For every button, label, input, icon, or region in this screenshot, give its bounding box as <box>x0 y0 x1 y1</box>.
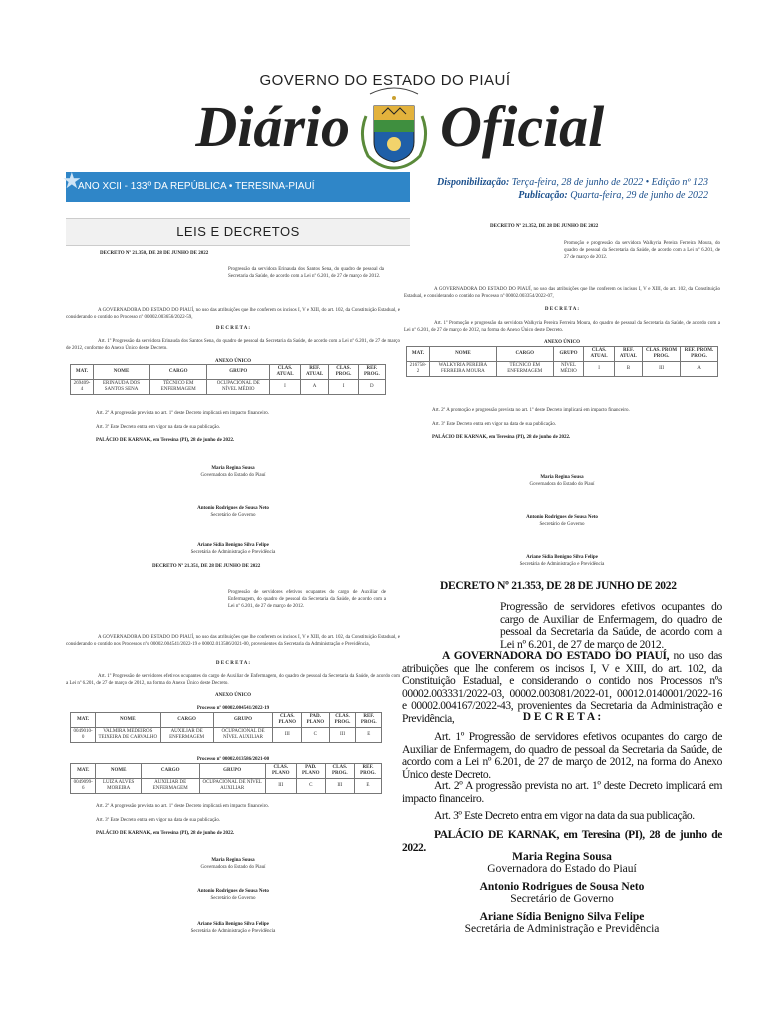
signatory-name: Antonio Rodrigues de Sousa Neto <box>197 506 269 511</box>
cell-cargo: TÉCNICO EM ENFERMAGEM <box>496 362 553 377</box>
th-nome: NOME <box>96 713 160 728</box>
cell-ref-atual: A <box>300 380 329 395</box>
signatory-role: Secretária de Administração e Previdência <box>190 550 276 555</box>
decree-21351-preamble: A GOVERNADORA DO ESTADO DO PIAUÍ, no uso das atribuições que lhe conferem os incisos I, V e XIII, do art. 102, da Constituição Estadual, e considerando o contido nos Processos nºs 00002.004541/2022-19 e 00002.013586/2021-00, provenientes da Secretaria da Administração e Previdência, <box>66 635 400 647</box>
signatory-role: Secretário de Governo <box>539 522 585 527</box>
table-row <box>71 779 382 794</box>
decree-21353-preamble-bold: A GOVERNADORA DO ESTADO DO PIAUÍ, <box>442 650 670 662</box>
cell-mat: 216758-2 <box>407 362 430 377</box>
cell-grupo: OCUPACIONAL DE NÍVEL MÉDIO <box>207 380 270 395</box>
availability-label: Disponibilização: <box>437 177 510 188</box>
cell-clas-atual: I <box>270 380 301 395</box>
cell-clas-prog: III <box>325 779 354 794</box>
decree-21350-art3: Art. 3º Este Decreto entra em vigor na data de sua publicação. <box>96 425 221 430</box>
section-title: LEIS E DECRETOS <box>66 218 410 246</box>
th-mat: MAT. <box>407 347 430 362</box>
th-clas-prom-prog: CLAS. PROM PROG. <box>643 347 681 362</box>
signatory-role: Governadora do Estado do Piauí <box>487 863 637 875</box>
cell-ref-atual: B <box>614 362 642 377</box>
decree-21352-art2: Art. 2º A promoção e progressão prevista no art. 1º deste Decreto implicará em impacto financeiro. <box>432 408 630 413</box>
decree-21350-art2: Art. 2º A progressão prevista no art. 1º deste Decreto implicará em impacto financeiro. <box>96 411 270 416</box>
decree-21350-heading: DECRETO Nº 21.350, DE 28 DE JUNHO DE 2022 <box>100 251 209 256</box>
decree-21353-summary: Progressão de servidores efetivos ocupantes do cargo de Auxiliar de Enfermagem, do quadro de pessoal da Secretaria da Saúde, de acordo com a Lei nº 6.201, de 27 de março de 2012. <box>500 601 722 651</box>
cell-cargo: AUXILIAR DE ENFERMAGEM <box>141 779 199 794</box>
decree-21353-decreta: D E C R E T A : <box>522 711 602 723</box>
th-clas-plano: CLAS. PLANO <box>273 713 302 728</box>
decree-21352-closing: PALÁCIO DE KARNAK, em Teresina (PI), 28 de junho de 2022. <box>432 435 571 440</box>
th-clas-atual: CLAS. ATUAL <box>584 347 614 362</box>
decree-21351-art3: Art. 3º Este Decreto entra em vigor na data de sua publicação. <box>96 818 221 823</box>
th-clas-prog: CLAS. PROG. <box>329 365 358 380</box>
decree-21353-preamble: no uso das atribuições que lhe conferem os incisos I, V e XIII, do art. 102, da Constituição Estadual, e considerando o contido nos Processos nºs 00002.003331/2022-03, 00002.003081/2022-01, 00012.0140001/2022-16 e 00002.004167/2022-43, provenientes da Secretaria da Administração e Previdência, <box>402 650 723 725</box>
decree-21352-preamble: A GOVERNADORA DO ESTADO DO PIAUÍ, no uso das atribuições que lhe conferem os incisos I, V e XIII, do art. 102, da Constituição Estadual, e considerando o contido no Processo nº 00002.003354/2022-07, <box>404 287 720 299</box>
cell-cargo: AUXILIAR DE ENFERMAGEM <box>160 728 213 743</box>
decree-21352-table <box>406 346 718 377</box>
publication-label: Publicação: <box>518 190 568 201</box>
cell-ref-prom-prog: A <box>681 362 718 377</box>
government-title: GOVERNO DO ESTADO DO PIAUÍ <box>259 72 511 89</box>
decree-21350-decreta: D E C R E T A : <box>215 326 251 331</box>
signatory-name: Antonio Rodrigues de Sousa Neto <box>479 881 645 893</box>
cell-cargo: TÉCNICO EM ENFERMAGEM <box>150 380 207 395</box>
th-grupo: GRUPO <box>213 713 273 728</box>
publication-value: Quarta-feira, 29 de junho de 2022 <box>570 190 708 201</box>
cell-ref-prog: E <box>354 779 381 794</box>
masthead-title-right: Oficial <box>440 94 605 159</box>
decree-21351-table-1 <box>70 712 382 743</box>
th-pad-plano: PAD. PLANO <box>296 764 325 779</box>
signatory-role: Governadora do Estado do Piauí <box>529 482 595 487</box>
th-clas-atual: CLAS. ATUAL <box>270 365 301 380</box>
year-bar-text: ANO XCII - 133º DA REPÚBLICA • TERESINA-PIAUÍ <box>78 181 315 192</box>
signatory-name: Maria Regina Sousa <box>211 466 255 471</box>
cell-pad-plano: C <box>296 779 325 794</box>
decree-21351-summary: Progressão de servidores efetivos ocupantes do cargo de Auxiliar de Enfermagem, do quadro de pessoal da Secretaria da Saúde, de acordo com a Lei nº 6.201, de 27 de março de 2012. <box>228 590 386 609</box>
th-cargo: CARGO <box>141 764 199 779</box>
th-cargo: CARGO <box>150 365 207 380</box>
decree-21351-table-2 <box>70 763 382 794</box>
signatory-name: Antonio Rodrigues de Sousa Neto <box>526 515 598 520</box>
th-ref-atual: REF. ATUAL <box>300 365 329 380</box>
decree-21350-closing: PALÁCIO DE KARNAK, em Teresina (PI), 28 de junho de 2022. <box>96 438 235 443</box>
th-ref-prog: REF. PROG. <box>354 764 381 779</box>
cell-mat: 269409-4 <box>71 380 94 395</box>
decree-21350-table <box>70 364 386 395</box>
th-clas-plano: CLAS. PLANO <box>265 764 296 779</box>
table-row <box>71 380 386 395</box>
cell-grupo: NÍVEL MÉDIO <box>553 362 584 377</box>
signatory-name: Ariane Sídia Benigno Silva Felipe <box>197 922 269 927</box>
signatory-role: Secretária de Administração e Previdência <box>190 929 276 934</box>
decree-21352-art3: Art. 3º Este Decreto entra em vigor na data de sua publicação. <box>432 422 557 427</box>
th-nome: NOME <box>96 764 141 779</box>
decree-21351-process1: Processo nº 00002.004541/2022-19 <box>196 706 270 711</box>
decree-21353-closing: PALÁCIO DE KARNAK, em Teresina (PI), 28 de junho de 2022. <box>402 829 722 854</box>
decree-21353-heading: DECRETO Nº 21.353, DE 28 DE JUNHO DE 2022 <box>440 580 677 592</box>
th-grupo: GRUPO <box>553 347 584 362</box>
signatory-role: Secretário de Governo <box>210 513 256 518</box>
cell-clas-atual: I <box>584 362 614 377</box>
cell-nome: ERINAUDA DOS SANTOS SENA <box>94 380 150 395</box>
decree-21352-annex-title: ANEXO ÚNICO <box>544 340 580 345</box>
table-row <box>71 728 382 743</box>
cell-nome: LUIZA ALVES MOREIRA <box>96 779 141 794</box>
cell-mat: 0049099-6 <box>71 779 96 794</box>
signatory-role: Secretária de Administração e Previdência <box>519 562 605 567</box>
cell-grupo: OCUPACIONAL DE NÍVEL AUXILIAR <box>199 779 265 794</box>
decree-21351-art2: Art. 2º A progressão prevista no art. 1º deste Decreto implicará em impacto financeiro. <box>96 804 270 809</box>
signatory-name: Antonio Rodrigues de Sousa Neto <box>197 889 269 894</box>
decree-21351-art1: Art. 1º Progressão de servidores efetivos ocupantes do cargo de Auxiliar de Enfermagem, do quadro de pessoal da Secretaria da Saúde, de acordo com a Lei nº 6.201, de 27 de março de 2012, na forma do Anexo Único deste Decreto. <box>66 674 400 686</box>
signatory-name: Ariane Sídia Benigno Silva Felipe <box>197 543 269 548</box>
state-crest-icon <box>356 86 432 170</box>
edition-info <box>437 176 708 202</box>
th-nome: NOME <box>429 347 496 362</box>
signatory-name: Ariane Sídia Benigno Silva Felipe <box>479 911 645 923</box>
decree-21353-art3: Art. 3º Este Decreto entra em vigor na data da sua publicação. <box>434 810 695 822</box>
signatory-role: Secretário de Governo <box>510 893 614 905</box>
th-nome: NOME <box>94 365 150 380</box>
th-cargo: CARGO <box>160 713 213 728</box>
th-ref-prom-prog: REF. PROM. PROG. <box>681 347 718 362</box>
th-mat: MAT. <box>71 365 94 380</box>
decree-21350-summary: Progressão da servidora Erinauda dos Santos Sena, do quadro de pessoal da Secretaria da Saúde, de acordo com a Lei nº 6.201, de 27 de março de 2012. <box>228 267 384 279</box>
decree-21351-closing: PALÁCIO DE KARNAK, em Teresina (PI), 28 de junho de 2022. <box>96 831 235 836</box>
decree-21350-preamble: A GOVERNADORA DO ESTADO DO PIAUÍ, no uso das atribuições que lhe conferem os incisos I, V e XIII, do art. 102, da Constituição Estadual, e considerando o contido no Processo nº 00002.003656/2022-59, <box>66 308 400 320</box>
decree-21353-art2: Art. 2º A progressão prevista no art. 1º deste Decreto implicará em impacto financeiro. <box>402 780 722 805</box>
signatory-role: Governadora do Estado do Piauí <box>200 865 266 870</box>
signatory-role: Secretária de Administração e Previdência <box>464 923 660 935</box>
cell-mat: 0049010-0 <box>71 728 96 743</box>
cell-clas-prog: III <box>329 728 356 743</box>
decree-21351-annex-title: ANEXO ÚNICO <box>215 693 251 698</box>
th-grupo: GRUPO <box>199 764 265 779</box>
cell-clas-prog: I <box>329 380 358 395</box>
decree-21352-summary: Promoção e progressão da servidora Walkyria Pereira Ferreira Moura, do quadro de pessoal da Secretaria da Saúde, de acordo com a Lei nº 6.201, de 27 de março de 2012. <box>564 241 720 260</box>
th-mat: MAT. <box>71 764 96 779</box>
table-row <box>407 362 718 377</box>
cell-pad-plano: C <box>302 728 329 743</box>
masthead-title-left: Diário <box>195 94 350 159</box>
decree-21350-annex-title: ANEXO ÚNICO <box>215 359 251 364</box>
cell-grupo: OCUPACIONAL DE NÍVEL AUXILIAR <box>213 728 273 743</box>
decree-21350-art1: Art. 1º Progressão da servidora Erinauda dos Santos Sena, do quadro de pessoal da Secretaria da Saúde, de acordo com a Lei nº 6.201, de 27 de março de 2012, conforme do Anexo Único deste Decreto. <box>66 339 400 351</box>
th-ref-prog: REF. PROG. <box>358 365 385 380</box>
cell-nome: VALMIRA MEDEIROS TEIXEIRA DE CARVALHO <box>96 728 160 743</box>
signatory-name: Maria Regina Sousa <box>540 475 584 480</box>
cell-clas-prom-prog: III <box>643 362 681 377</box>
cell-ref-prog: D <box>358 380 385 395</box>
th-clas-prog: CLAS. PROG. <box>329 713 356 728</box>
th-ref-atual: REF. ATUAL <box>614 347 642 362</box>
cell-ref-prog: E <box>356 728 382 743</box>
cell-clas-plano: III <box>273 728 302 743</box>
decree-21352-decreta: D E C R E T A : <box>544 307 580 312</box>
decree-21353-art1: Art. 1º Progressão de servidores efetivos ocupantes do cargo de Auxiliar de Enfermagem, do quadro de pessoal da Secretaria da Saúde, de acordo com a Lei nº 6.201, de 27 de março de 2012, na forma do Anexo Único deste Decreto. <box>402 731 722 781</box>
th-grupo: GRUPO <box>207 365 270 380</box>
th-ref-prog: REF. PROG. <box>356 713 382 728</box>
year-bar <box>62 168 410 202</box>
decree-21352-art1: Art. 1º Promoção e progressão da servidora Walkyria Pereira Ferreira Moura, do quadro de pessoal da Secretaria da Saúde, de acordo com a Lei nº 6.201, de 27 de março de 2012, na forma do Anexo Único deste Decreto. <box>404 321 720 333</box>
decree-21351-heading: DECRETO Nº 21.351, DE 28 DE JUNHO DE 2022 <box>152 564 261 569</box>
signatory-name: Ariane Sídia Benigno Silva Felipe <box>526 555 598 560</box>
signatory-role: Secretário de Governo <box>210 896 256 901</box>
decree-21351-decreta: D E C R E T A : <box>215 661 251 666</box>
availability-value: Terça-feira, 28 de junho de 2022 • Edição nº 123 <box>511 177 708 188</box>
star-icon: ★ <box>62 168 82 193</box>
th-pad-plano: PAD. PLANO <box>302 713 329 728</box>
th-cargo: CARGO <box>496 347 553 362</box>
th-mat: MAT. <box>71 713 96 728</box>
signatory-name: Maria Regina Sousa <box>211 858 255 863</box>
signatory-role: Governadora do Estado do Piauí <box>200 473 266 478</box>
decree-21351-process2: Processo nº 00002.013586/2021-00 <box>196 757 270 762</box>
th-clas-prog: CLAS. PROG. <box>325 764 354 779</box>
signatory-name: Maria Regina Sousa <box>512 851 612 863</box>
cell-clas-plano: III <box>265 779 296 794</box>
cell-nome: WALKYRIA PEREIRA FERREIRA MOURA <box>429 362 496 377</box>
decree-21352-heading: DECRETO Nº 21.352, DE 28 DE JUNHO DE 2022 <box>490 224 599 229</box>
